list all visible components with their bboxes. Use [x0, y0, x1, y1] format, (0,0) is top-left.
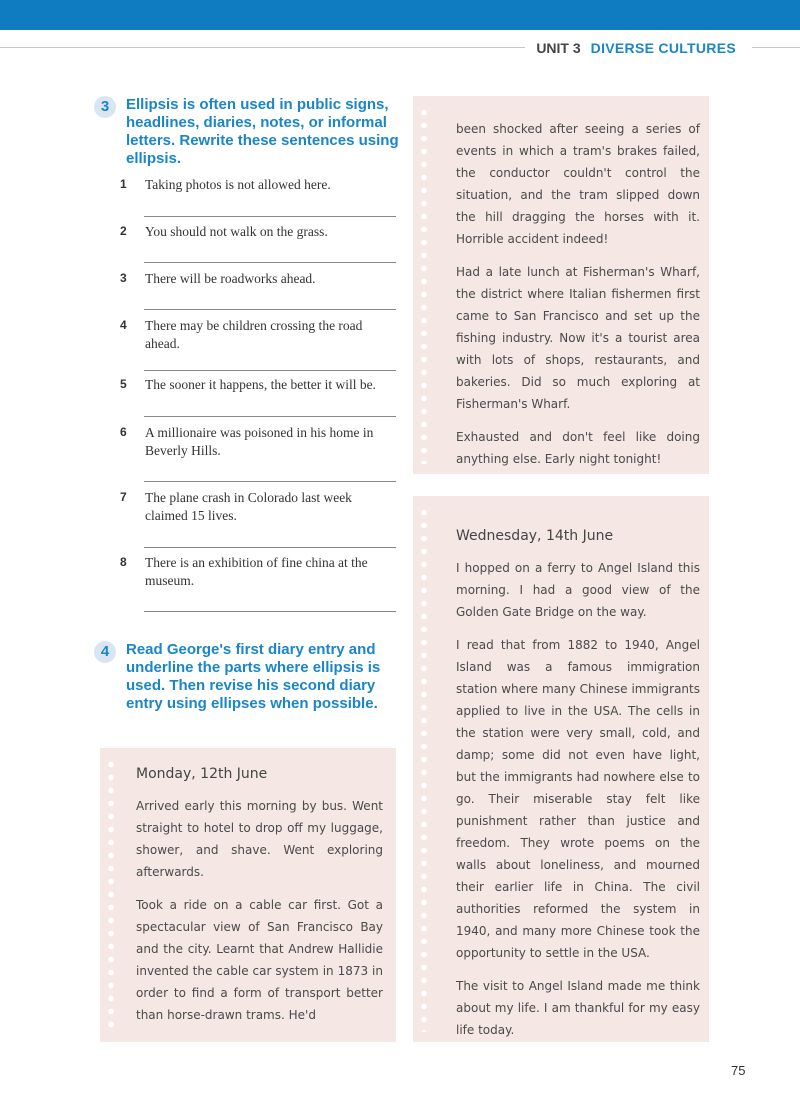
unit-title: DIVERSE CULTURES	[590, 40, 736, 56]
diary-paragraph: Exhausted and don't feel like doing anything else. Early night tonight!	[456, 430, 700, 466]
answer-line[interactable]	[144, 416, 396, 417]
notebook-holes	[107, 758, 115, 1032]
diary-paragraph: Arrived early this morning by bus. Went straight to hotel to drop off my luggage, shower, and shave. Went exploring afterwards.	[136, 799, 383, 879]
diary-paragraph: been shocked after seeing a series of events in which a tram's brakes failed, the conductor couldn't control the situation, and the tram slipped down the hill dragging the horses with it. Horrible accident indeed!	[456, 122, 700, 246]
answer-line[interactable]	[144, 216, 396, 217]
answer-line[interactable]	[144, 481, 396, 482]
exercise-item	[120, 554, 396, 590]
item-number: 3	[120, 271, 127, 285]
item-sentence: The sooner it happens, the better it will be.	[145, 377, 376, 392]
diary-date: Monday, 12th June	[136, 766, 268, 782]
item-number: 1	[120, 177, 127, 191]
item-sentence: A millionaire was poisoned in his home in Beverly Hills.	[145, 425, 374, 458]
answer-line[interactable]	[144, 262, 396, 263]
notebook-holes	[420, 506, 428, 1032]
unit-number: UNIT 3	[536, 40, 581, 56]
header-divider-left	[0, 47, 525, 48]
item-number: 2	[120, 224, 127, 238]
exercise-item	[120, 270, 396, 288]
unit-header	[536, 38, 736, 58]
diary-paragraph: The visit to Angel Island made me think about my life. I am thankful for my easy life today.	[456, 979, 700, 1037]
item-number: 8	[120, 555, 127, 569]
header-divider-right	[752, 47, 800, 48]
diary-entry-wednesday	[456, 528, 700, 1052]
answer-line[interactable]	[144, 309, 396, 310]
exercise-number-badge: 3	[94, 96, 116, 118]
item-sentence: You should not walk on the grass.	[145, 224, 328, 239]
item-sentence: There is an exhibition of fine china at the museum.	[145, 555, 368, 588]
item-number: 5	[120, 377, 127, 391]
exercise-instruction: Ellipsis is often used in public signs, headlines, diaries, notes, or informal letters. Rewrite these sentences using ellipsis.	[126, 96, 399, 167]
diary-paragraph: Took a ride on a cable car first. Got a spectacular view of San Francisco Bay and the city. Learnt that Andrew Hallidie invented the cable car system in 1873 in order to find a form of transport better than horse-drawn trams. He'd	[136, 898, 383, 1022]
item-number: 4	[120, 318, 127, 332]
exercise-3-heading	[96, 96, 401, 168]
page-number: 75	[731, 1063, 746, 1078]
item-number: 6	[120, 425, 127, 439]
diary-date: Wednesday, 14th June	[456, 528, 614, 544]
diary-entry-monday-continued	[456, 118, 700, 481]
answer-line[interactable]	[144, 611, 396, 612]
item-sentence: Taking photos is not allowed here.	[145, 177, 331, 192]
diary-paragraph: Had a late lunch at Fisherman's Wharf, the district where Italian fishermen first came to San Francisco and set up the fishing industry. Now it's a tourist area with lots of shops, restaurants, and bakeries. Did so much exploring at Fisherman's Wharf.	[456, 265, 700, 411]
diary-paragraph: I hopped on a ferry to Angel Island this morning. I had a good view of the Golden Gate Bridge on the way.	[456, 561, 700, 619]
notebook-holes	[420, 106, 428, 464]
exercise-4-heading	[96, 641, 401, 713]
diary-paragraph: I read that from 1882 to 1940, Angel Island was a famous immigration station where many Chinese immigrants applied to live in the USA. The cells in the station were very small, cold, and damp; some did not even have light, but the immigrants had nowhere else to go. Their miserable stay felt like punishment rather than justice and freedom. They wrote poems on the walls about loneliness, and mourned their earlier life in China. The civil authorities reformed the system in 1940, and many more Chinese took the opportunity to settle in the USA.	[456, 638, 700, 960]
exercise-item	[120, 176, 396, 194]
item-sentence: There may be children crossing the road ahead.	[145, 318, 363, 351]
exercise-item	[120, 317, 396, 353]
answer-line[interactable]	[144, 547, 396, 548]
item-number: 7	[120, 490, 127, 504]
top-color-bar	[0, 0, 800, 30]
exercise-item	[120, 223, 396, 241]
item-sentence: There will be roadworks ahead.	[145, 271, 316, 286]
exercise-instruction: Read George's first diary entry and underline the parts where ellipsis is used. Then revise his second diary entry using ellipses when possible.	[126, 641, 381, 712]
diary-entry-monday	[136, 766, 383, 1037]
exercise-item	[120, 489, 396, 525]
answer-line[interactable]	[144, 370, 396, 371]
exercise-number-badge: 4	[94, 641, 116, 663]
exercise-item	[120, 376, 396, 394]
exercise-item	[120, 424, 396, 460]
item-sentence: The plane crash in Colorado last week claimed 15 lives.	[145, 490, 352, 523]
